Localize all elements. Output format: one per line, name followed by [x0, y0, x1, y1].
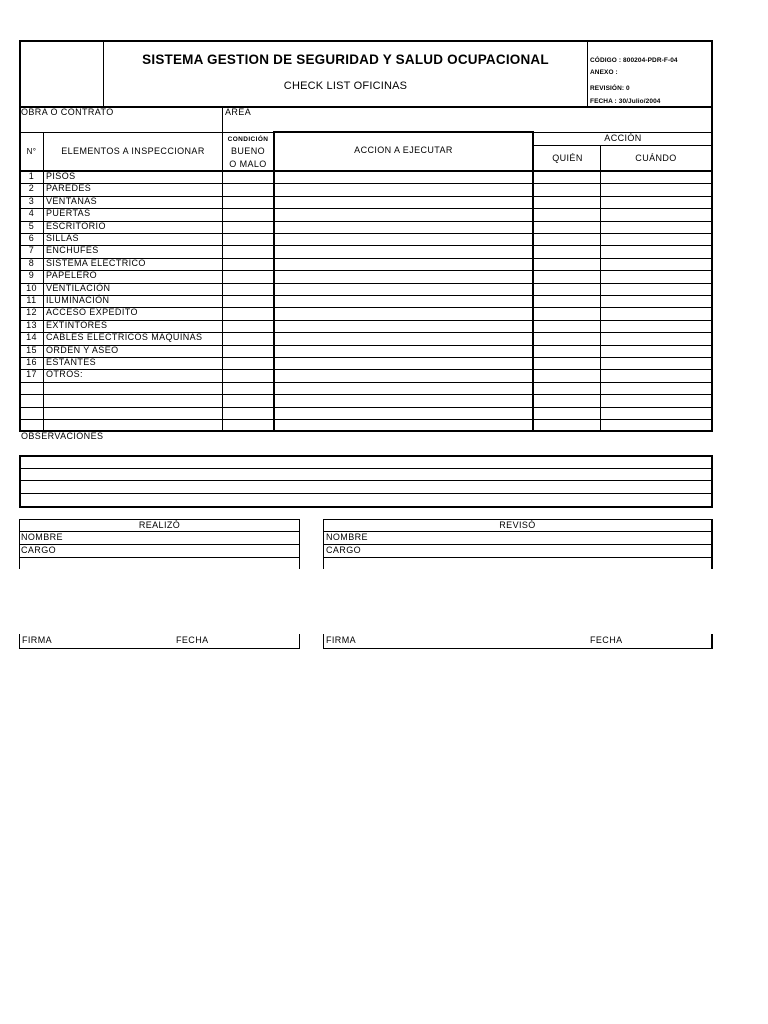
table-row-number: 10: [26, 283, 37, 293]
table-top-line-left: [19, 132, 274, 133]
reviso-sign-left: [323, 634, 324, 648]
table-header-bottom: [19, 170, 713, 172]
table-row-label: ILUMINACIÓN: [46, 295, 110, 305]
reviso-sign-line: [323, 648, 713, 649]
table-row-label: SISTEMA ELÉCTRICO: [46, 258, 146, 268]
table-row-line: [20, 208, 711, 209]
table-row-number: 13: [26, 320, 37, 330]
table-row-label: VENTILACIÓN: [46, 283, 111, 293]
reviso-title: REVISÓ: [499, 520, 536, 530]
col-header-accion-ejecutar: ACCION A EJECUTAR: [354, 145, 453, 155]
realizo-fecha[interactable]: FECHA: [176, 635, 209, 645]
col-div-elem: [222, 132, 223, 430]
reviso-nombre[interactable]: NOMBRE: [326, 532, 368, 542]
table-row-line: [20, 345, 711, 346]
table-row-number: 1: [28, 171, 35, 181]
table-row-number: 4: [28, 208, 35, 218]
col-header-condicion: CONDICIÓN: [227, 136, 269, 143]
table-row-line: [20, 394, 711, 395]
obra-area-divider: [222, 107, 223, 132]
table-row-label: ESTANTES: [46, 357, 97, 367]
col-div-accion: [532, 131, 534, 431]
table-row-line: [20, 369, 711, 370]
table-row-label: VENTANAS: [46, 196, 98, 206]
realizo-line-2: [19, 544, 300, 545]
col-div-quien: [600, 145, 601, 430]
table-row-number: 12: [26, 307, 37, 317]
doc-date: FECHA : 30/Julio/2004: [590, 98, 661, 105]
reviso-line-3: [323, 557, 713, 558]
table-row-number: 5: [28, 221, 35, 231]
realizo-cargo[interactable]: CARGO: [21, 545, 57, 555]
col-header-bueno: BUENO: [230, 146, 265, 156]
table-row-number: 8: [28, 258, 35, 268]
table-row-number: 15: [26, 345, 37, 355]
reviso-fecha[interactable]: FECHA: [590, 635, 623, 645]
obs-line-1: [20, 468, 712, 469]
table-row-number: 6: [28, 233, 35, 243]
table-row-label: PAREDES: [46, 183, 92, 193]
reviso-sign-right: [711, 634, 713, 648]
right-border-top: [711, 107, 713, 132]
table-row-label: ESCRITORIO: [46, 221, 106, 231]
realizo-nombre[interactable]: NOMBRE: [21, 532, 63, 542]
observaciones-label: OBSERVACIONES: [21, 431, 104, 441]
doc-anexo: ANEXO :: [590, 69, 618, 76]
header-logo-divider: [103, 41, 104, 107]
realizo-sign-line: [19, 648, 300, 649]
table-bottom-line: [19, 430, 713, 432]
table-row-line: [20, 270, 711, 271]
obs-line-3: [20, 493, 712, 494]
table-row-number: 11: [26, 295, 37, 305]
table-row-number: 9: [28, 270, 35, 280]
table-row-line: [20, 283, 711, 284]
doc-revision: REVISIÓN: 0: [590, 85, 630, 92]
table-row-label: PISOS: [46, 171, 76, 181]
table-row-label: ACCESO EXPEDITO: [46, 307, 138, 317]
observaciones-box[interactable]: [19, 455, 713, 508]
col-header-num: N°: [26, 147, 37, 156]
accion-sub-line: [534, 145, 712, 146]
table-row-line: [20, 320, 711, 321]
table-row-line: [20, 382, 711, 383]
table-row-line: [20, 295, 711, 296]
header-meta-divider: [587, 41, 588, 107]
reviso-cargo[interactable]: CARGO: [326, 545, 362, 555]
table-row-line: [20, 419, 711, 420]
col-div-cond: [273, 131, 275, 431]
page-title: SISTEMA GESTION DE SEGURIDAD Y SALUD OCUPACIONAL: [142, 52, 549, 67]
table-row-line: [20, 245, 711, 246]
col-header-quien: QUIÉN: [552, 153, 583, 163]
realizo-sign-right: [299, 634, 300, 648]
table-row-line: [20, 196, 711, 197]
page-subtitle: CHECK LIST OFICINAS: [283, 80, 408, 92]
table-row-label: SILLAS: [46, 233, 79, 243]
table-row-number: 7: [28, 245, 35, 255]
table-row-line: [20, 183, 711, 184]
table-row-label: EXTINTORES: [46, 320, 108, 330]
col-header-cuando: CUÁNDO: [635, 153, 677, 163]
reviso-line-1: [323, 531, 713, 532]
reviso-firma[interactable]: FIRMA: [326, 635, 356, 645]
obra-label: OBRA O CONTRATO: [21, 107, 114, 117]
table-row-number: 17: [26, 369, 37, 379]
area-label: ÁREA: [225, 107, 252, 117]
realizo-title: REALIZÓ: [138, 520, 181, 530]
table-row-line: [20, 357, 711, 358]
table-row-line: [20, 233, 711, 234]
table-row-label: CABLES ELÉCTRICOS MÁQUINAS: [46, 332, 203, 342]
realizo-sign-left: [19, 634, 20, 648]
col-header-elementos: ELEMENTOS A INSPECCIONAR: [61, 146, 205, 156]
table-row-number: 16: [26, 357, 37, 367]
table-right-border: [711, 132, 713, 432]
reviso-line-2: [323, 544, 713, 545]
obs-line-2: [20, 480, 712, 481]
col-header-omalo: O MALO: [229, 159, 267, 169]
realizo-firma[interactable]: FIRMA: [22, 635, 52, 645]
table-row-label: ORDEN Y ASEO: [46, 345, 119, 355]
table-row-label: ENCHUFES: [46, 245, 99, 255]
table-row-label: PAPELERO: [46, 270, 98, 280]
table-row-label: OTROS:: [46, 369, 83, 379]
table-row-number: 3: [28, 196, 35, 206]
doc-code: CÓDIGO : 800204-PDR-F-04: [590, 57, 678, 64]
table-row-line: [20, 221, 711, 222]
table-row-number: 2: [28, 183, 35, 193]
table-row-number: 14: [26, 332, 37, 342]
table-row-label: PUERTAS: [46, 208, 91, 218]
realizo-line-3: [19, 557, 300, 558]
table-row-line: [20, 407, 711, 408]
col-div-num: [43, 132, 44, 430]
table-top-line-mid: [274, 131, 534, 133]
col-header-accion: ACCIÓN: [604, 133, 642, 143]
